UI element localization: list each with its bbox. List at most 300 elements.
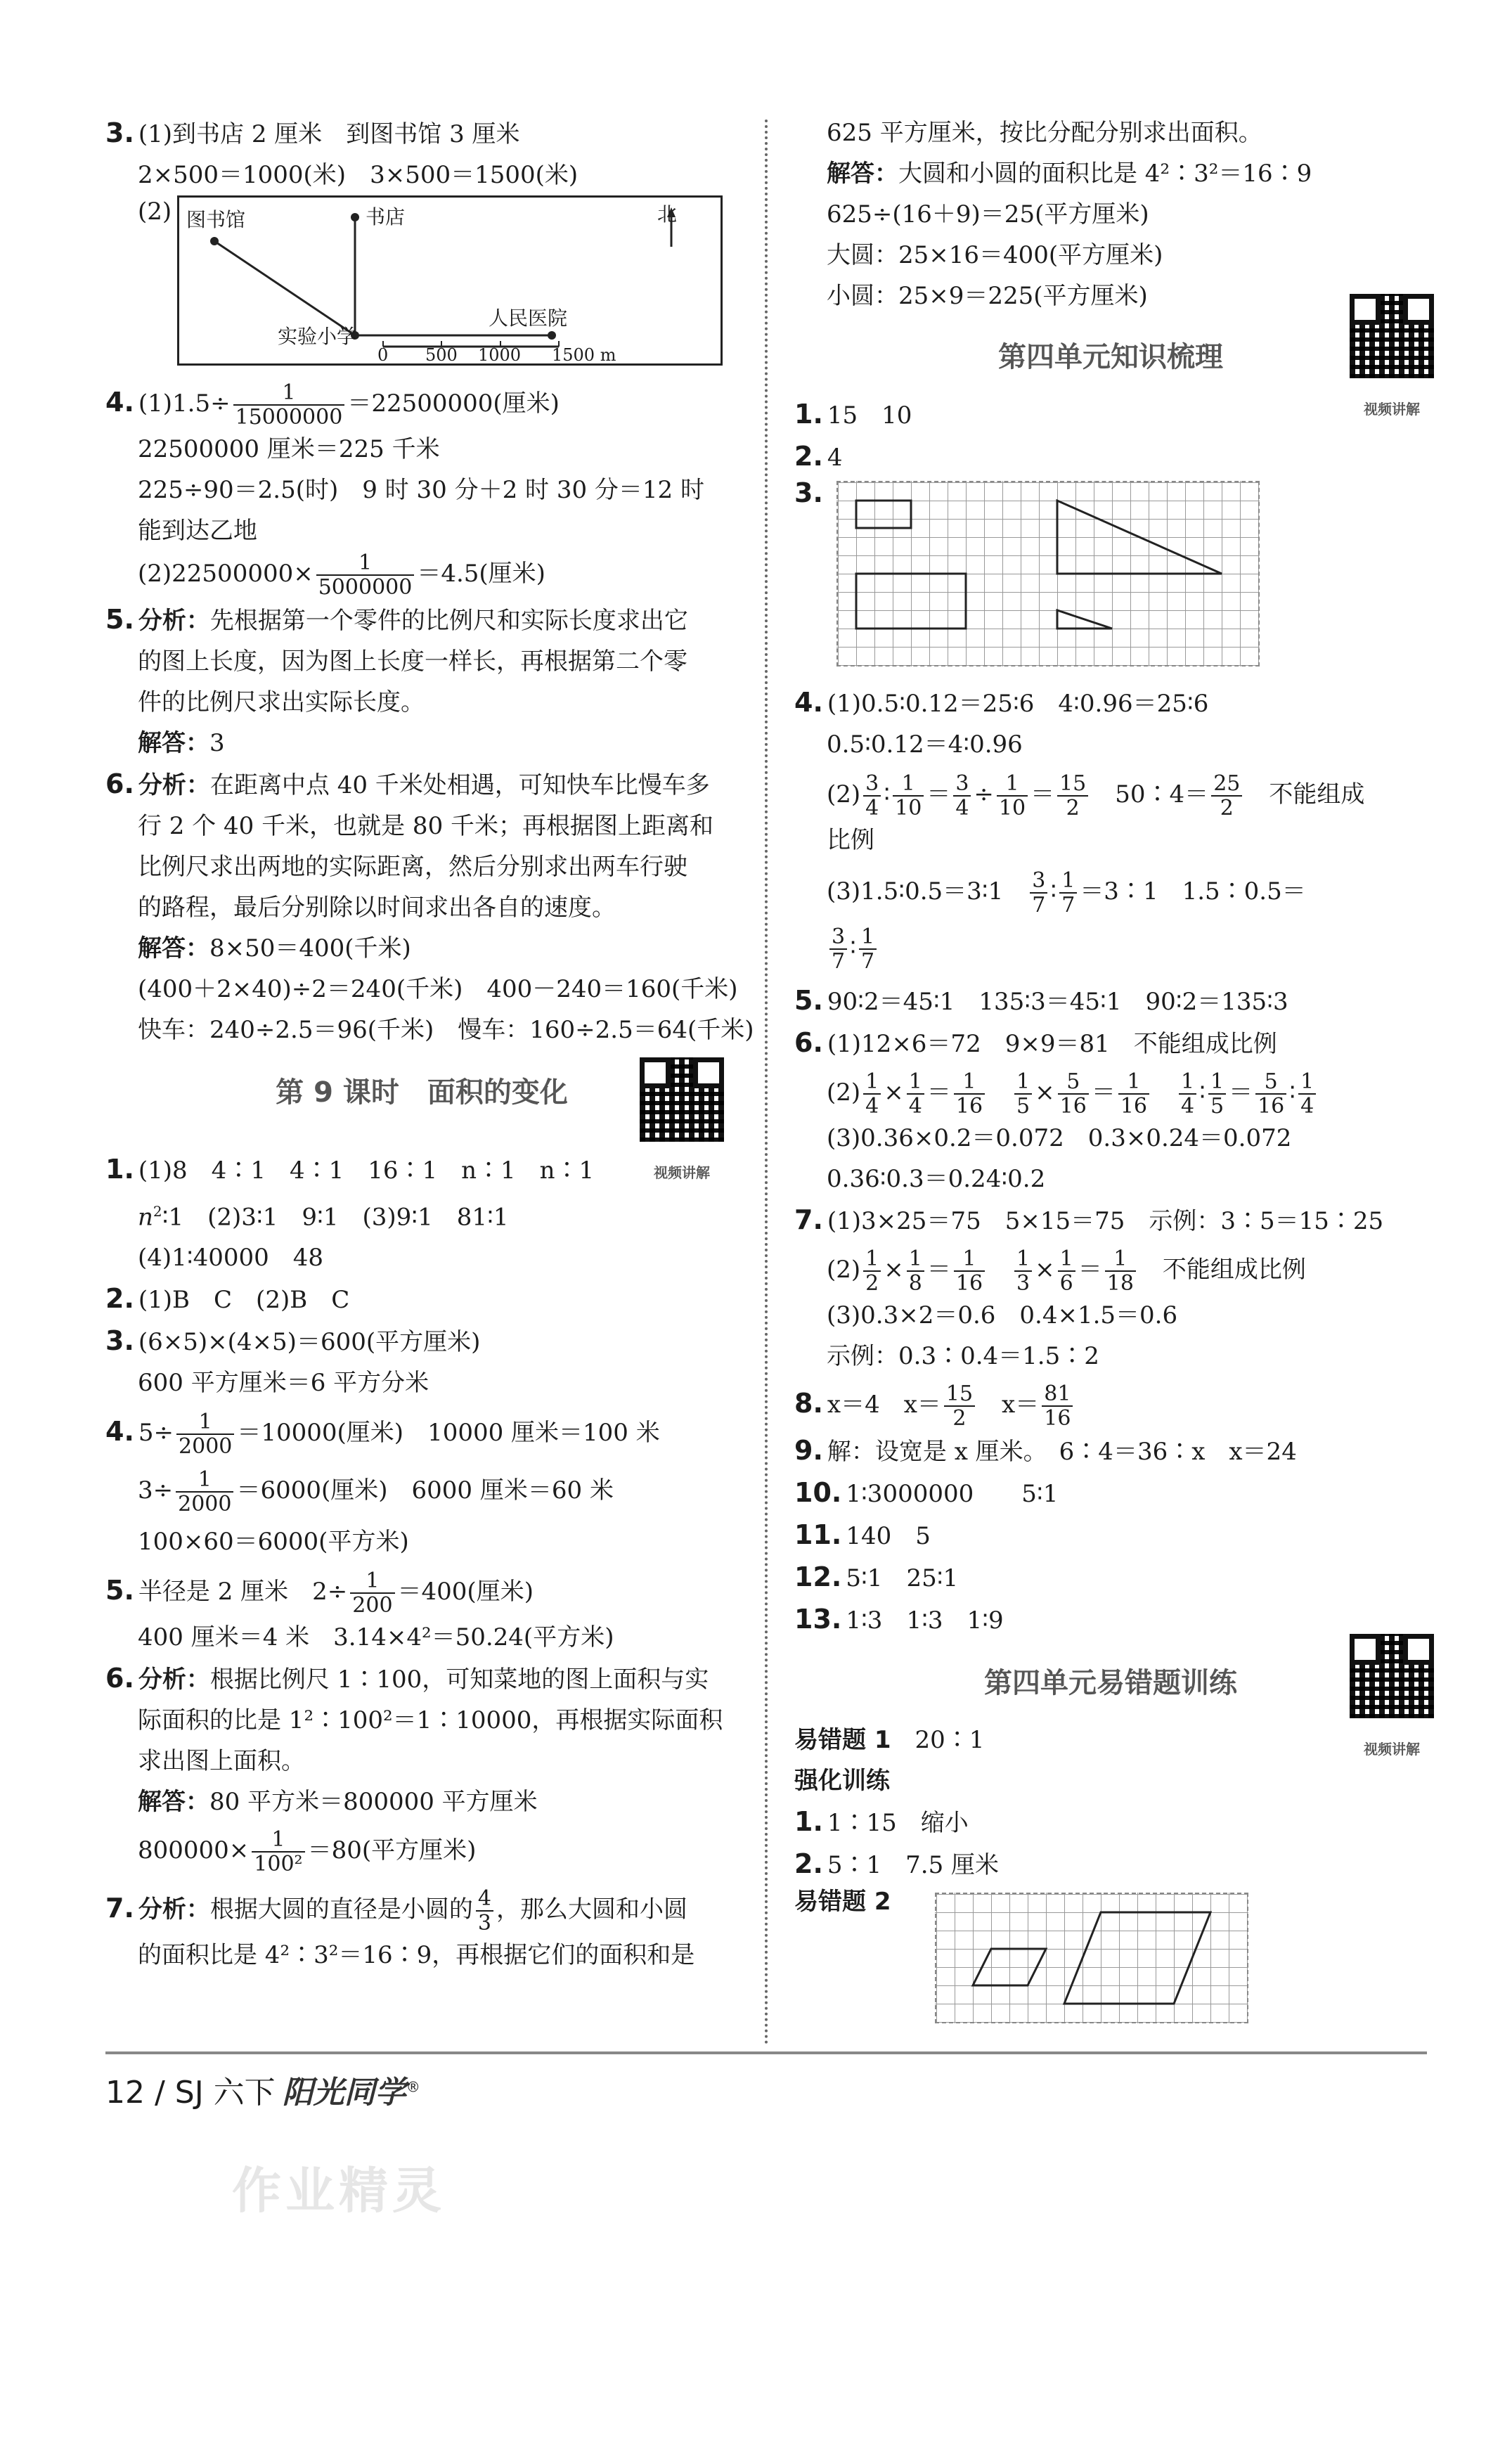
k7-number: 7. (794, 1204, 823, 1235)
k7-a3n: 1 (908, 1246, 922, 1271)
p4-number: 4. (105, 1416, 134, 1448)
k6-line2 (794, 1070, 1427, 1118)
k4-d1: ∶ (1050, 877, 1057, 906)
k7-b1n: 1 (1016, 1246, 1030, 1271)
k4-line2 (794, 724, 1427, 765)
k7-t4: 示例：0.3∶0.4＝1.5∶2 (827, 1342, 1099, 1370)
k3-block (794, 478, 1427, 682)
k6-a1n: 1 (865, 1069, 879, 1094)
p6-line4 (105, 1782, 738, 1822)
k4-g1n: 3 (1032, 868, 1046, 893)
q6-number: 6. (105, 768, 134, 799)
k4-t3a: (2) (827, 780, 861, 809)
k6-c1 (1179, 1070, 1196, 1118)
k6-c7n: 1 (1300, 1069, 1314, 1094)
q6-t4: 的路程，最后分别除以时间求出各自的速度。 (138, 894, 616, 922)
cont-line1 (794, 112, 1427, 153)
k4-f4n: 1 (1005, 771, 1019, 796)
k7-b2: × (1035, 1256, 1055, 1284)
p1-line2: $n^2∶1$ (2)3∶1 9∶1 (3)9∶1 81∶1 (138, 1203, 509, 1232)
k4-frac1 (863, 772, 881, 820)
k12-text: 5∶1 25∶1 (846, 1564, 959, 1592)
section-unit4-errors-title: 第四单元易错题训练 (984, 1667, 1237, 1699)
k6-b3d: 16 (1058, 1093, 1089, 1118)
k6-a3n: 1 (908, 1069, 922, 1094)
p4-frac1-den: 2000 (176, 1434, 234, 1458)
q6-line4 (105, 887, 738, 928)
p1-t2a: n (138, 1203, 153, 1232)
k4-frac5 (1057, 772, 1088, 820)
e1-label: 易错题 1 (794, 1726, 891, 1754)
k6-a5 (954, 1070, 985, 1118)
k6-c5 (1255, 1070, 1286, 1118)
k4-frac3 (953, 772, 971, 820)
p4-t1a: 5÷ (138, 1419, 174, 1448)
k6-a6 (988, 1078, 1012, 1107)
cont-t3: 625÷(16＋9)＝25(平方厘米) (827, 200, 1149, 228)
k8-f2d: 16 (1042, 1405, 1073, 1430)
scale-label-500: 500 (425, 345, 458, 365)
k10-line (794, 1472, 1427, 1514)
footer-divider (105, 2051, 1427, 2054)
cont-line5 (794, 276, 1427, 316)
left-column (105, 112, 754, 1976)
k6-t1: (1)12×6＝72 9×9＝81 不能组成比例 (827, 1030, 1277, 1058)
p2-t1: (1)B C (2)B C (138, 1286, 350, 1315)
q6-t6: 快车：240÷2.5＝96(千米) 慢车：160÷2.5＝64(千米) (138, 1016, 754, 1044)
k4-c4: ＝ (1030, 780, 1055, 809)
q4-t3: 225÷90＝2.5(时) 9 时 30 分＋2 时 30 分＝12 时 (138, 476, 704, 504)
k13-text: 1∶3 1∶3 1∶9 (846, 1606, 1004, 1635)
p4-frac2-num: 1 (198, 1467, 212, 1493)
k10-text: 1∶3000000 5∶1 (846, 1480, 1059, 1508)
k6-c7 (1298, 1070, 1316, 1118)
p1-t1: (1)8 4∶1 4∶1 16∶1 n∶1 n∶1 (138, 1157, 595, 1185)
k6-a1d: 4 (863, 1093, 881, 1118)
k6-a3d: 4 (907, 1093, 924, 1118)
p6-ans: 80 平方米＝800000 平方厘米 (209, 1788, 538, 1817)
k2-line (794, 436, 1427, 478)
p3-line1 (105, 1320, 738, 1362)
q4-frac2-num: 1 (358, 550, 373, 575)
k6-b3n: 5 (1066, 1069, 1080, 1094)
q4-line3 (105, 470, 738, 510)
k7-a3d: 8 (907, 1270, 924, 1295)
k6-t3: (3)0.36×0.2＝0.072 0.3×0.24＝0.072 (827, 1124, 1292, 1152)
k7-a4: ＝ (926, 1256, 951, 1284)
k6-line4 (794, 1159, 1427, 1199)
q6-line7 (105, 1010, 754, 1050)
p6-t1: 根据比例尺 1∶100，可知菜地的图上面积与实 (209, 1666, 709, 1694)
k4-line1 (794, 682, 1427, 724)
cont-t2: 大圆和小圆的面积比是 4²∶3²＝16∶9 (898, 160, 1312, 188)
q3-map-block (105, 195, 738, 371)
p2-line1 (105, 1278, 738, 1320)
q5-t1: 先根据第一个零件的比例尺和实际长度求出它 (209, 607, 688, 635)
footer-registered-mark: ® (406, 2078, 420, 2096)
k7-b3d: 6 (1058, 1270, 1075, 1295)
q4-number: 4. (105, 387, 134, 418)
p4-frac1-num: 1 (198, 1410, 212, 1435)
p1-line1 (105, 1149, 738, 1191)
q6-line3 (105, 846, 738, 887)
p3-t2: 600 平方厘米＝6 平方分米 (138, 1369, 429, 1398)
k6-b5d: 16 (1118, 1093, 1149, 1118)
cont-line4 (794, 235, 1427, 276)
q3-line1 (105, 112, 738, 155)
k4-line5 (794, 869, 1427, 917)
map-label-bookstore: 书店 (366, 205, 406, 228)
map-label-school: 实验小学 (278, 325, 357, 348)
q5-line1 (105, 599, 738, 641)
q5-ans-label: 解答： (138, 729, 209, 757)
k6-b4: ＝ (1091, 1078, 1116, 1107)
q3-text2: 2×500＝1000(米) 3×500＝1500(米) (138, 161, 579, 189)
k4-f5d: 2 (1057, 795, 1088, 820)
k11-number: 11. (794, 1519, 842, 1550)
q6-label: 分析： (138, 771, 210, 799)
p4-line1 (105, 1410, 738, 1458)
q4-line2 (105, 429, 738, 470)
scale-label-1500: 1500 m (552, 345, 616, 365)
p1-number: 1. (105, 1154, 134, 1185)
p6-label: 分析： (138, 1666, 210, 1694)
p7-t1b: ，那么大圆和小圆 (496, 1895, 687, 1924)
q6-line2 (105, 806, 738, 846)
e5-shapes (936, 1894, 1247, 2022)
k4-h1d: 7 (829, 948, 847, 973)
q3-text1: (1)到书店 2 厘米 到图书馆 3 厘米 (138, 120, 520, 148)
map-diagram (177, 195, 723, 366)
k2-number: 2. (794, 441, 823, 472)
k6-c6: ∶ (1289, 1078, 1296, 1107)
small-triangle (1057, 610, 1112, 629)
k10-number: 10. (794, 1477, 842, 1508)
k6-a4: ＝ (926, 1078, 951, 1107)
q4-t1a: (1)1.5÷ (138, 389, 231, 418)
k6-t4: 0.36∶0.3＝0.24∶0.2 (827, 1165, 1046, 1193)
k4-t4: 比例 (827, 826, 874, 854)
k11-text: 140 5 (846, 1522, 931, 1550)
q4-frac1-den: 15000000 (233, 404, 345, 429)
k4-h2n: 1 (860, 925, 875, 949)
k4-g1d: 7 (1030, 892, 1047, 917)
p7-line2 (105, 1935, 738, 1976)
p7-number: 7. (105, 1893, 134, 1924)
qr-code-icon (1350, 294, 1434, 378)
p5-frac1-den: 200 (350, 1592, 394, 1617)
k4-c6: 不能组成 (1245, 780, 1365, 809)
k7-b1d: 3 (1014, 1270, 1032, 1295)
q4-frac1 (233, 381, 345, 429)
cont-t1: 625 平方厘米，按比分配分别求出面积。 (827, 119, 1262, 147)
k4-line4 (794, 820, 1427, 861)
p6-number: 6. (105, 1663, 134, 1694)
k6-line1 (794, 1022, 1427, 1064)
small-rectangle (856, 501, 911, 528)
k8-f2n: 81 (1044, 1381, 1071, 1406)
k8-f1d: 2 (944, 1405, 975, 1430)
p4-frac2 (176, 1468, 233, 1516)
k8-f1n: 15 (945, 1381, 974, 1406)
k7-b3n: 1 (1059, 1246, 1073, 1271)
cont-ans-label: 解答： (827, 160, 898, 188)
p3-line2 (105, 1362, 738, 1403)
k1-text: 15 10 (827, 401, 912, 430)
k4-h1 (829, 925, 847, 973)
k4-frac6 (1211, 772, 1242, 820)
p7-frac1 (476, 1887, 493, 1935)
k4-t1: (1)0.5∶0.12＝25∶6 4∶0.96＝25∶6 (827, 690, 1209, 718)
k4-c5: 50∶4＝ (1091, 780, 1209, 809)
k7-b1 (1014, 1247, 1032, 1295)
q3-number: 3. (105, 117, 134, 148)
k6-c4: ＝ (1229, 1078, 1253, 1107)
k1-number: 1. (794, 399, 823, 430)
q4-t2: 22500000 厘米＝225 千米 (138, 435, 440, 463)
k4-g2d: 7 (1059, 892, 1077, 917)
q5-line3 (105, 682, 738, 723)
e2-line (794, 1760, 1427, 1801)
p4-frac2-den: 2000 (176, 1491, 233, 1516)
k4-f6d: 2 (1211, 795, 1242, 820)
p7-t2: 的面积比是 4²∶3²＝16∶9，再根据它们的面积和是 (138, 1941, 695, 1970)
q6-t3: 比例尺求出两地的实际距离，然后分别求出两车行驶 (138, 853, 687, 881)
k3-number: 3. (794, 477, 823, 508)
bookstore-dot (351, 213, 359, 221)
k4-h2 (859, 925, 877, 973)
k6-b1 (1014, 1070, 1032, 1118)
scale-label-0: 0 (377, 345, 389, 365)
k4-e1: ∶ (850, 934, 856, 962)
k4-f3n: 3 (955, 771, 969, 796)
k3-grid (836, 481, 1260, 666)
k7-a1d: 2 (863, 1270, 881, 1295)
k4-frac4 (997, 772, 1028, 820)
p5-frac1-num: 1 (366, 1568, 380, 1594)
k5-line (794, 980, 1427, 1022)
k4-g2n: 1 (1061, 868, 1075, 893)
p5-line2 (105, 1617, 738, 1658)
k2-text: 4 (827, 444, 843, 472)
k7-line3 (794, 1295, 1427, 1336)
k6-b2: × (1035, 1078, 1055, 1107)
k7-b5d: 18 (1105, 1270, 1136, 1295)
k6-c3d: 5 (1208, 1093, 1226, 1118)
p7-label: 分析： (138, 1895, 210, 1924)
k9-line (794, 1430, 1427, 1472)
k4-frac2 (893, 772, 924, 820)
k4-line6 (794, 925, 1427, 973)
k7-b4: ＝ (1078, 1256, 1102, 1284)
p3-number: 3. (105, 1325, 134, 1357)
k7-a1n: 1 (865, 1246, 879, 1271)
p6-frac1-den: 100² (252, 1851, 304, 1876)
map-label-north: 北 (657, 202, 678, 226)
p4-t2a: 3÷ (138, 1476, 174, 1505)
k4-c3: ÷ (974, 780, 994, 809)
q6-line6 (105, 969, 738, 1010)
k7-line2 (794, 1247, 1427, 1295)
k4-g2 (1059, 869, 1077, 917)
k7-a5d: 16 (954, 1270, 985, 1295)
k7-line1 (794, 1199, 1427, 1242)
k7-b6: 不能组成比例 (1138, 1256, 1306, 1284)
map-svg (179, 198, 721, 363)
q6-ans: 8×50＝400(千米) (209, 934, 411, 962)
p5-t1a: 半径是 2 厘米 2÷ (138, 1578, 348, 1606)
cont-t5: 小圆：25×9＝225(平方厘米) (827, 282, 1148, 310)
k6-b1n: 1 (1016, 1069, 1030, 1094)
k6-c3 (1208, 1070, 1226, 1118)
k4-t5a: (3)1.5∶0.5＝3∶1 (827, 877, 1028, 906)
small-parallelogram (973, 1949, 1046, 1985)
p6-line5 (105, 1828, 738, 1876)
p6-ans-label: 解答： (138, 1788, 209, 1817)
p5-frac1 (350, 1569, 394, 1617)
p4-line3 (105, 1521, 738, 1562)
k7-b5 (1105, 1247, 1136, 1295)
qr-code-icon (640, 1057, 724, 1142)
k8-t1: x＝4 x＝ (827, 1391, 941, 1419)
p4-t1b: ＝10000(厘米) 10000 厘米＝100 米 (237, 1419, 660, 1448)
k7-b3 (1058, 1247, 1075, 1295)
library-dot (210, 237, 219, 245)
map-label-hospital: 人民医院 (489, 307, 568, 330)
page-footer (105, 2067, 420, 2112)
p6-frac1 (252, 1828, 304, 1876)
large-parallelogram (1064, 1912, 1210, 2004)
k4-f6n: 25 (1213, 771, 1241, 796)
k4-t2: 0.5∶0.12＝4∶0.96 (827, 730, 1023, 759)
cont-t4: 大圆：25×16＝400(平方厘米) (827, 241, 1163, 269)
k6-a3 (907, 1070, 924, 1118)
p7-t1a: 根据大圆的直径是小圆的 (209, 1895, 473, 1924)
p1-t3: (4)1∶40000 48 (138, 1244, 324, 1273)
q6-t2: 行 2 个 40 千米，也就是 80 千米；再根据图上距离和 (138, 812, 714, 840)
q4-line4 (105, 510, 738, 551)
k4-h1n: 3 (832, 925, 846, 949)
p4-line2 (105, 1468, 738, 1516)
k7-a3 (907, 1247, 924, 1295)
k6-a5d: 16 (954, 1093, 985, 1118)
right-column (794, 112, 1427, 2026)
k6-c5n: 5 (1264, 1069, 1278, 1094)
k9-number: 9. (794, 1435, 823, 1466)
k8-t2: x＝ (978, 1391, 1040, 1419)
q5-ans: 3 (209, 729, 225, 757)
p3-t1: (6×5)×(4×5)＝600(平方厘米) (138, 1328, 481, 1357)
k7-a5 (954, 1247, 985, 1295)
k11-line (794, 1514, 1427, 1557)
k4-f3d: 4 (953, 795, 971, 820)
k6-c1n: 1 (1181, 1069, 1195, 1094)
k4-c2: ＝ (926, 780, 951, 809)
k6-a1 (863, 1070, 881, 1118)
p4-t3: 100×60＝6000(平方米) (138, 1528, 409, 1557)
column-divider (765, 120, 768, 2046)
k8-f1 (944, 1382, 975, 1430)
qr-caption-unit4-errors: 视频讲解 (1364, 1741, 1420, 1758)
section-unit4-review-title: 第四单元知识梳理 (998, 341, 1223, 373)
q6-line5 (105, 928, 738, 969)
k13-line (794, 1599, 1427, 1641)
k6-c5d: 16 (1255, 1093, 1286, 1118)
k7-t2a: (2) (827, 1256, 861, 1284)
e5-block (794, 1886, 1427, 2026)
q5-line4 (105, 723, 738, 764)
e1-line (794, 1720, 1427, 1760)
k5-number: 5. (794, 985, 823, 1016)
k5-text: 90∶2＝45∶1 135∶3＝45∶1 90∶2＝135∶3 (827, 988, 1288, 1016)
k7-a1 (863, 1247, 881, 1295)
p6-line2 (105, 1700, 738, 1741)
k4-number: 4. (794, 687, 823, 718)
p1-line3 (105, 1237, 738, 1278)
p7-line1 (105, 1887, 738, 1935)
p5-line1 (105, 1569, 738, 1617)
k6-cc2: ∶ (1199, 1078, 1206, 1107)
p7-frac1-num: 4 (477, 1886, 491, 1912)
q5-label: 分析： (138, 607, 210, 635)
q4-t4: 能到达乙地 (138, 517, 257, 545)
p6-t4b: ＝80(平方厘米) (307, 1836, 477, 1865)
p5-t2: 400 厘米＝4 米 3.14×4²＝50.24(平方米) (138, 1623, 614, 1652)
q5-number: 5. (105, 604, 134, 635)
qr-code-icon (1350, 1634, 1434, 1718)
k4-c1: ∶ (884, 780, 891, 809)
cont-line2 (794, 153, 1427, 194)
k6-a2: × (884, 1078, 904, 1107)
k6-number: 6. (794, 1027, 823, 1058)
k7-a2: × (884, 1256, 904, 1284)
q4-t1b: ＝22500000(厘米) (347, 389, 560, 418)
q6-line1 (105, 764, 738, 806)
q4-frac2-den: 5000000 (316, 574, 415, 599)
k6-a5n: 1 (962, 1069, 976, 1094)
k12-number: 12. (794, 1561, 842, 1592)
p6-line3 (105, 1741, 738, 1782)
k9-text: 解：设宽是 x 厘米。 6∶4＝36∶x x＝24 (827, 1438, 1297, 1466)
k4-f2d: 10 (893, 795, 924, 820)
p4-frac1 (176, 1410, 234, 1458)
q5-t3: 件的比例尺求出实际长度。 (138, 688, 425, 716)
q5-t2: 的图上长度，因为图上长度一样长，再根据第二个零 (138, 648, 687, 676)
p4-t2b: ＝6000(厘米) 6000 厘米＝60 米 (236, 1476, 614, 1505)
e5-grid (935, 1893, 1248, 2023)
k6-c1d: 4 (1179, 1093, 1196, 1118)
e3-number: 1. (794, 1806, 823, 1837)
large-rectangle (856, 574, 966, 629)
k7-line4 (794, 1336, 1427, 1377)
k6-c7d: 4 (1298, 1093, 1316, 1118)
k7-b5n: 1 (1113, 1246, 1127, 1271)
k4-line3 (794, 772, 1427, 820)
k4-f5n: 15 (1059, 771, 1087, 796)
k6-c3n: 1 (1210, 1069, 1225, 1094)
p5-t1b: ＝400(厘米) (397, 1578, 534, 1606)
q4-line5 (105, 551, 738, 599)
k6-b3 (1058, 1070, 1089, 1118)
q4-frac1-num: 1 (282, 380, 296, 405)
q3-text3: (2) (138, 198, 172, 226)
k4-f1n: 3 (865, 771, 879, 796)
q6-t1: 在距离中点 40 千米处相遇，可知快车比慢车多 (209, 771, 710, 799)
cont-line3 (794, 194, 1427, 235)
k6-line3 (794, 1118, 1427, 1159)
q6-t5: (400＋2×40)÷2＝240(千米) 400－240＝160(千米) (138, 975, 738, 1003)
qr-caption-lesson9: 视频讲解 (654, 1164, 710, 1181)
